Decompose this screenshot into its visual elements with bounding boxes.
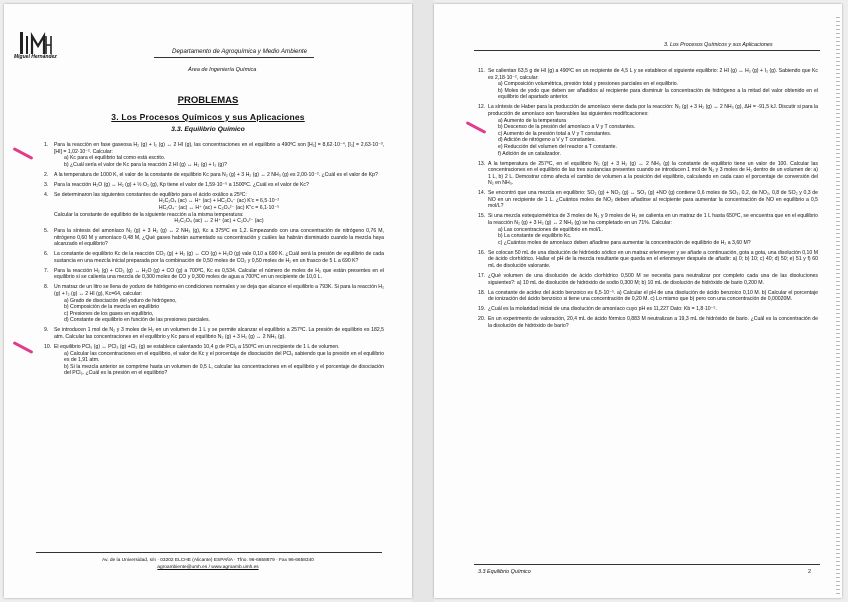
- page-number: 2: [808, 569, 811, 575]
- problem-2: [44, 172, 384, 179]
- problem-line: d) Constante de equilibrio en función de las presiones parciales.: [64, 317, 211, 324]
- chapter-title: 3. Los Procesos Químicos y sus Aplicaciones: [111, 112, 305, 122]
- footer-section: 3.3 Equilibrio Químico: [478, 569, 531, 575]
- problem-statement: Se colocan 50 mL de una disolución de hidróxido sódico en un matraz erlenmeyer y se añade a continuación, gota a gota, una disolución 0,10 M de ácido clorhídrico. Hallar el pH de la mezcla resultante que queda en el erlenmeyer después de añadir: a) 0; b) 10; c) 40; d) 50; e) 51 y f) 60 mL de disolución valorante.: [488, 249, 818, 269]
- problem-number: 7.: [44, 267, 49, 274]
- footer-email-link[interactable]: agroambiente@umh.es / www.agroamb.umh.es: [157, 565, 259, 570]
- problem-8: [44, 284, 384, 324]
- problem-16: [478, 250, 818, 270]
- problem-line: Calcular la constante de equilibrio de la siguiente reacción a la misma temperatura:: [54, 211, 244, 218]
- problem-line: a) Composición volumétrica, presión total y presiones parciales en el equilibrio.: [498, 81, 679, 88]
- right-problem-list: [478, 68, 818, 333]
- problem-number: 16.: [478, 249, 486, 256]
- problem-line: H₂C₂O₄ (ac) ↔ H⁺ (ac) + HC₂O₄⁻ (ac) K'c = 6,5·10⁻²: [158, 198, 280, 205]
- problem-number: 18.: [478, 289, 486, 296]
- footer-address: Av. de la Universidad, s/n · 03202 ELCHE (Alicante) ESPAÑA · Tfno. 96-6658879 · Fax 96-6658340: [102, 558, 314, 563]
- problem-12: [478, 104, 818, 157]
- problem-number: 10.: [44, 343, 52, 350]
- left-problem-list: [44, 142, 384, 380]
- problem-statement: Se calientan 63,5 g de HI (g) a 490ºC en un recipiente de 4,5 L y se establece el siguiente equilibrio: 2 HI (g) ↔ H₂ (g) + I₂ (g). Sabiendo que Kc es 2,18·10⁻², calcular:: [488, 68, 818, 81]
- highlight-mark-problem-1: [13, 147, 34, 160]
- problem-number: 20.: [478, 316, 486, 323]
- problem-statement: La constante de equilibrio Kc de la reacción CO₂ (g) + H₂ (g) ↔ CO (g) + H₂O (g) vale 0,10 a 690 K. ¿Cuál será la presión de equilibrio de cada sustancia en una mezcla inicial preparada por la combinación de 0,50 moles de CO₂ y 0,50 moles de H₂ en un frasco de 5 L a 690 K?: [54, 251, 384, 264]
- problem-line: b) Composición de la mezcla en equilibrio: [64, 304, 160, 311]
- problem-number: 11.: [478, 68, 485, 74]
- problem-number: 6.: [44, 251, 49, 258]
- problem-number: 9.: [44, 327, 49, 334]
- problem-19: [478, 306, 818, 313]
- problem-number: 13.: [478, 160, 486, 167]
- university-logo-icon: [18, 30, 52, 70]
- problem-line: a) Aumento de la temperatura: [498, 117, 567, 124]
- problem-number: 15.: [478, 213, 486, 220]
- problem-statement: Para la reacción en fase gaseosa H₂ (g) + I₂ (g) ↔ 2 HI (g), las concentraciones en el equilibrio a 490ºC son [H₂] = 8,62·10⁻⁴, [I₂] = 2,63·10⁻³, [HI] = 1,02·10⁻². Calcular:: [54, 142, 384, 155]
- problem-statement: Para la reacción H₂O (g) ↔ H₂ (g) + ½ O₂ (g), Kp tiene el valor de 1,59·10⁻⁵ a 1500ºC. ¿Cuál es el valor de Kc?: [54, 181, 309, 188]
- header-divider: [154, 57, 314, 58]
- book-gutter: [412, 0, 434, 602]
- problem-14: [478, 190, 818, 210]
- problem-statement: El equilibrio PCl₅ (g) ↔ PCl₃ (g) +Cl₂ (g) se establece calentando 10,4 g de PCl₅ a 150ºC en un recipiente de 1 L de volumen.: [54, 343, 340, 350]
- problem-statement: ¿Qué volumen de una disolución de ácido clorhídrico 0,500 M se necesita para neutralizar por completo cada una de las disoluciones siguientes?: a) 10 mL de disolución de hidróxido de sodio 0,300 M; b) 10 mL de disolución de hidróxido de bario 0,200 M.: [488, 272, 818, 286]
- problem-3: [44, 182, 384, 189]
- problem-line: a) Las concentraciones de equilibrio en mol/L.: [498, 226, 603, 233]
- problem-statement: Se encontró que una mezcla en equilibrio: SO₂ (g) + NO₂ (g) ↔ SO₃ (g) +NO (g) contiene 0,6 moles de SO₃, 0,2, de NO₂, 0,8 de SO₂ y 0,3 de NO en un recipiente de 1 L. ¿Cuántos moles de NO₂ deben añadirse al recipiente para aumentar la concentración de NO en equilibrio a 0,5 mol/L?: [488, 190, 818, 210]
- problem-1: [44, 142, 384, 168]
- problem-number: 17.: [478, 272, 486, 279]
- problem-9: [44, 327, 384, 340]
- problem-line: c) Presiones de los gases en equilibrio,: [64, 310, 154, 317]
- problem-line: f) Adición de un catalizador.: [498, 150, 561, 157]
- problem-15: [478, 213, 818, 246]
- problem-6: [44, 251, 384, 264]
- problem-number: 4.: [44, 191, 49, 198]
- header-divider: [474, 50, 820, 51]
- problem-line: a) Grado de disociación del yoduro de hidrógeno,: [64, 297, 177, 304]
- problem-10: [44, 344, 384, 377]
- right-page: [434, 4, 842, 598]
- left-page: [4, 4, 412, 598]
- page-edge-perforation: [836, 14, 840, 594]
- department-name: Departamento de Agroquímica y Medio Ambiente: [172, 48, 308, 55]
- footer-divider: [36, 552, 382, 553]
- problem-statement: La síntesis de Haber para la producción de amoníaco viene dada por la reacción: N₂ (g) + 3 H₂ (g) ↔ 2 NH₃ (g), ΔH = -91,5 kJ. Discutir si para la producción de amoníaco son favorables las siguientes modificaciones:: [488, 104, 818, 117]
- problem-number: 1.: [44, 142, 49, 148]
- problem-statement: ¿Cuál es la molaridad inicial de una disolución de amoníaco cuyo pH es 11,227 Dato: Kb = 1,8·10⁻⁵.: [488, 306, 717, 313]
- problem-13: [478, 161, 818, 187]
- problem-statement: Se introducen 1 mol de N₂ y 3 moles de H₂ en un volumen de 1 L y se permite alcanzar el equilibrio a 257ºC. La presión de equilibrio es 182,5 atm. Calcular las concentraciones en el equilibrio y Kc para el equilibrio N₂ (g) + 3 H₂ (g) ↔ 2 NH₃ (g).: [54, 327, 384, 340]
- highlight-mark-problem-6: [13, 341, 34, 354]
- problem-statement: Se determinaron las siguientes constantes de equilibrio para el ácido oxálico a 25ºC:: [54, 191, 247, 198]
- problem-17: [478, 273, 818, 286]
- problem-4: [44, 192, 384, 225]
- page-title: PROBLEMAS: [177, 95, 239, 106]
- problem-number: 5.: [44, 228, 49, 235]
- problem-5: [44, 228, 384, 248]
- problem-number: 19.: [478, 306, 486, 313]
- problem-20: [478, 316, 818, 329]
- problem-line: a) Kc para el equilibrio tal como está escrito.: [64, 155, 166, 162]
- problem-11: [478, 68, 818, 101]
- problem-7: [44, 268, 384, 281]
- problem-statement: Si una mezcla estequiométrica de 3 moles de N₂ y 9 moles de H₂ se calienta en un matraz de 1 L hasta 650ºC, se encuentra que en el equilibrio la reacción N₂ (g) + 3 H₂ (g) ↔ 2 NH₃ (g) se ha completado en un 71%. Calcular:: [488, 213, 818, 227]
- problem-line: b) Descenso de la presión del amoníaco a V y T constantes.: [498, 124, 636, 131]
- problem-statement: La constante de acidez del ácido benzoico es 6,5·10⁻⁵. a) Calcular el pH de una disolución de ácido benzoico 0,10 M. b) Calcular el porcentaje de ionización del ácido benzoico si tiene una concentración de 0,20 M. c) Lo mismo que b) pero con una concentración de 0,00020M.: [488, 289, 818, 303]
- area-name: Área de Ingeniería Química: [188, 67, 257, 73]
- problem-statement: A la temperatura de 257ºC, en el equilibrio N₂ (g) + 3 H₂ (g) ↔ 2 NH₃ (g) la constante de equilibrio tiene un valor de 100. Calcular las concentraciones en el equilibrio de las tres sustancias presentes cuando se introducen 1 mol de N₂ y 3 moles de H₂ dentro de un volumen de: a) 1 L, b) 2 L. Demostrar cómo afecta el cambio de volumen a la posición del equilibrio, calculando en cada caso el porcentaje de conversión del N₂ en NH₃.: [488, 160, 818, 187]
- problem-statement: En un experimento de valoración, 20,4 mL de ácido fórmico 0,883 M neutralizan a 19,3 mL de hidróxido de bario. ¿Cuál es la concentración de la disolución de hidróxido de bario?: [488, 316, 818, 329]
- problem-line: b) Moles de yodo que deben ser añadidos al recipiente para disminuir la concentración de hidrógeno a la mitad del valor obtenido en el equilibrio del apartado anterior.: [498, 87, 818, 101]
- problem-number: 8.: [44, 284, 49, 291]
- problem-18: [478, 290, 818, 303]
- problem-line: H₂C₂O₄ (ac) ↔ 2 H⁺ (ac) + C₂O₄²⁻ (ac): [174, 218, 264, 225]
- problem-line: HC₂O₄⁻ (ac) ↔ H⁺ (ac) + C₂O₄²⁻ (ac) K''c = 6,1·10⁻⁵: [158, 204, 280, 211]
- problem-number: 3.: [44, 181, 49, 188]
- problem-line: c) Aumento de la presión total a V y T constantes.: [498, 130, 612, 137]
- problem-line: b) ¿Cuál sería el valor de Kc para la reacción 2 HI (g) ↔ H₂ (g) + I₂ (g)?: [64, 161, 227, 168]
- problem-line: a) Calcular las concentraciones en el equilibrio, el valor de Kc y el porcentaje de disociación del PCl₅ sabiendo que la presión en el equilibrio es de 1,91 atm.: [64, 350, 384, 364]
- problem-line: b) Si la mezcla anterior se comprime hasta un volumen de 0,5 L, calcular las concentraciones en el equilibrio y el porcentaje de disociación del PCl₅. ¿Cuál es la presión en el equilibrio?: [64, 363, 384, 377]
- running-header: 3. Los Procesos Químicos y sus Aplicaciones: [664, 42, 773, 48]
- problem-number: 2.: [44, 171, 49, 178]
- problem-statement: Para la reacción H₂ (g) + CO₂ (g) ↔ H₂O (g) + CO (g) a 700ºC, Kc es 0,534. Calcular el número de moles de H₂ que están presentes en el equilibrio si se calienta una mezcla de 0,300 moles de CO y 0,300 moles de agua a 700ºC en un recipiente de 10,0 L.: [54, 267, 384, 281]
- problem-line: d) Adición de nitrógeno a V y T constantes.: [498, 137, 596, 144]
- problem-statement: Un matraz de un litro se llena de yoduro de hidrógeno en condiciones normales y se deja que alcance el equilibrio a 793K. Si para la reacción H₂ (g) + I₂ (g) ↔ 2 HI (g), Kc=64, calcular:: [54, 284, 384, 298]
- problem-number: 12.: [478, 104, 486, 111]
- problem-line: c) ¿Cuántos moles de amoníaco deben añadirse para aumentar la concentración de equilibrio de H₂ a 3,60 M?: [498, 239, 751, 246]
- problem-line: b) La constante de equilibrio Kc.: [498, 233, 572, 240]
- problem-statement: A la temperatura de 1000 K, el valor de la constante de equilibrio Kc para N₂ (g) + 3 H₂ (g) ↔ 2 NH₃ (g) es 2,00·10⁻². ¿Cuál es el valor de Kp?: [54, 171, 378, 178]
- university-logo-text: Miguel Hernández: [14, 54, 57, 60]
- problem-line: e) Reducción del volumen del reactor a T constante.: [498, 143, 617, 150]
- section-title: 3.3. Equilibrio Químico: [171, 126, 245, 133]
- problem-number: 14.: [478, 190, 486, 197]
- problem-statement: Para la síntesis del amoníaco N₂ (g) + 3 H₂ (g) ↔ 2 NH₃ (g), Kc a 375ºC es 1,2. Empezando con una concentración de nitrógeno 0,76 M, nitrógeno 0,60 M y amoníaco 0,48 M, ¿Qué gases habrán aumentado su concentración y cuáles las habrán disminuido cuando la mezcla haya alcanzado el equilibrio?: [54, 228, 384, 248]
- footer-divider: [474, 564, 820, 565]
